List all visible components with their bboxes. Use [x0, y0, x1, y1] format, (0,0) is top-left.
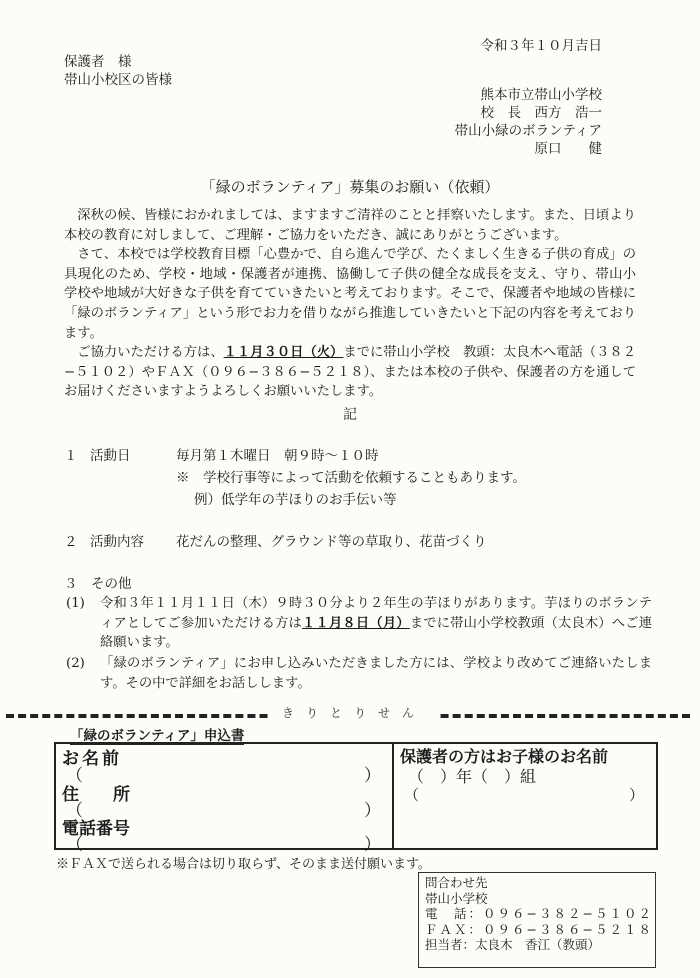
item1-note: ※ 学校行事等によって活動を依頼することもあります。: [176, 470, 526, 486]
other-item-1-text: 令和３年１１月１１日（木）９時３０分より２年生の芋ほりがあります。芋ほりのボランティアとしてご参加いただける方は: [100, 596, 652, 631]
sender-representative: 原口 健: [534, 141, 602, 157]
other-item-2: [66, 654, 652, 693]
application-form: [54, 742, 658, 855]
request-intro: ご協力いただける方は、: [77, 345, 224, 361]
sender-school: 熊本市立帯山小学校: [480, 87, 602, 103]
phone-label: 電話番号: [62, 819, 130, 839]
letter-body: [64, 206, 636, 402]
guardian-child-label: 保護者の方はお子様のお名前: [400, 747, 609, 766]
name-field-open[interactable]: （: [66, 766, 83, 786]
name-label: お名前: [62, 749, 122, 769]
item1-number: １: [64, 448, 78, 464]
issue-date: 令和３年１０月吉日: [480, 38, 602, 54]
other-item-1-contact: までに帯山小学校教頭（太良木）へご連絡願います。: [100, 615, 653, 650]
grade-class-field[interactable]: （ ）年（ ）組: [408, 767, 537, 786]
address-field-close[interactable]: ）: [364, 801, 381, 821]
item1-example: 例）低学年の芋ほりのお手伝い等: [194, 492, 397, 508]
recipient-guardians: 保護者 様: [64, 54, 132, 70]
child-name-field[interactable]: （ ）: [404, 786, 645, 804]
sender-principal: 校 長 西方 浩一: [480, 105, 602, 121]
ki-heading: 記: [343, 407, 357, 423]
item1-label: 活動日: [90, 448, 131, 464]
contact-fax: ＦＡＸ：０９６−３８６−５２１８: [425, 921, 653, 937]
item3-heading: ３ その他: [64, 576, 132, 592]
sender-group: 帯山小緑のボランティア: [454, 123, 602, 139]
sender-block: [455, 86, 602, 158]
item1-value: 毎月第１木曜日 朝９時～１０時: [176, 448, 379, 464]
other-item-2-number: (2): [66, 656, 85, 671]
fax-note: ※ＦＡＸで送られる場合は切り取らず、そのまま送付願います。: [56, 857, 431, 872]
other-item-2-text: 「緑のボランティア」にお申し込みいただきました方には、学校より改めてご連絡いたします。その中で詳細をお話しします。: [100, 656, 652, 691]
greeting-paragraph: 深秋の候、皆様におかれましては、ますますご清祥のことと拝察いたします。また、日頃より本校の教育に対しまして、ご理解・ご協力をいただき、誠にありがとうございます。: [64, 208, 636, 243]
item2-value: 花だんの整理、グラウンド等の草取り、花苗づくり: [176, 534, 487, 550]
cut-line-label: きりとりせん: [270, 704, 438, 721]
phone-field-open[interactable]: （: [66, 835, 83, 855]
document-title: 「緑のボランティア」募集のお願い（依頼）: [200, 178, 500, 196]
name-field-close[interactable]: ）: [364, 766, 381, 786]
address-label: 住 所: [62, 785, 130, 805]
form-title: 「緑のボランティア」申込書: [70, 724, 244, 745]
request-contact: までに帯山小学校 教頭：太良木へ電話（３８２−５１０２）やＦＡＸ（０９６−３８６−５２１８）、または本校の子供や、保護者の方を通してお届けくださいますようよろしくお願いいたします。: [64, 345, 637, 400]
other-item-1-deadline: １１月８日（月）: [302, 615, 410, 631]
recipient-residents: 帯山小校区の皆様: [64, 72, 172, 88]
other-item-1-number: (1): [66, 596, 85, 611]
form-divider: [392, 744, 394, 848]
contact-heading: 問合わせ先: [425, 875, 488, 890]
item2-label: 活動内容: [90, 534, 144, 550]
contact-person: 担当者：太良木 香江（教頭）: [425, 937, 601, 952]
request-paragraph: [64, 343, 636, 402]
address-field-open[interactable]: （: [66, 801, 83, 821]
contact-tel: 電 話：０９６−３８２−５１０２: [425, 906, 653, 921]
contact-box: [418, 872, 656, 968]
request-deadline: １１月３０日（火）: [223, 345, 344, 361]
phone-field-close[interactable]: ）: [364, 835, 381, 855]
item2-number: ２: [64, 534, 78, 550]
purpose-paragraph: さて、本校では学校教育目標「心豊かで、自ら進んで学び、たくましく生きる子供の育成」の具現化のため、学校・地域・保護者が連携、協働して子供の健全な成長を支え、守り、帯山小学校や地域が大好きな子供を育てていきたいと考えております。そこで、保護者や地域の皆様に「緑のボランティア」という形でお力を借りながら推進していきたいと下記の内容を考えております。: [64, 247, 636, 341]
other-item-1: [66, 594, 652, 653]
contact-school: 帯山小学校: [425, 890, 488, 906]
